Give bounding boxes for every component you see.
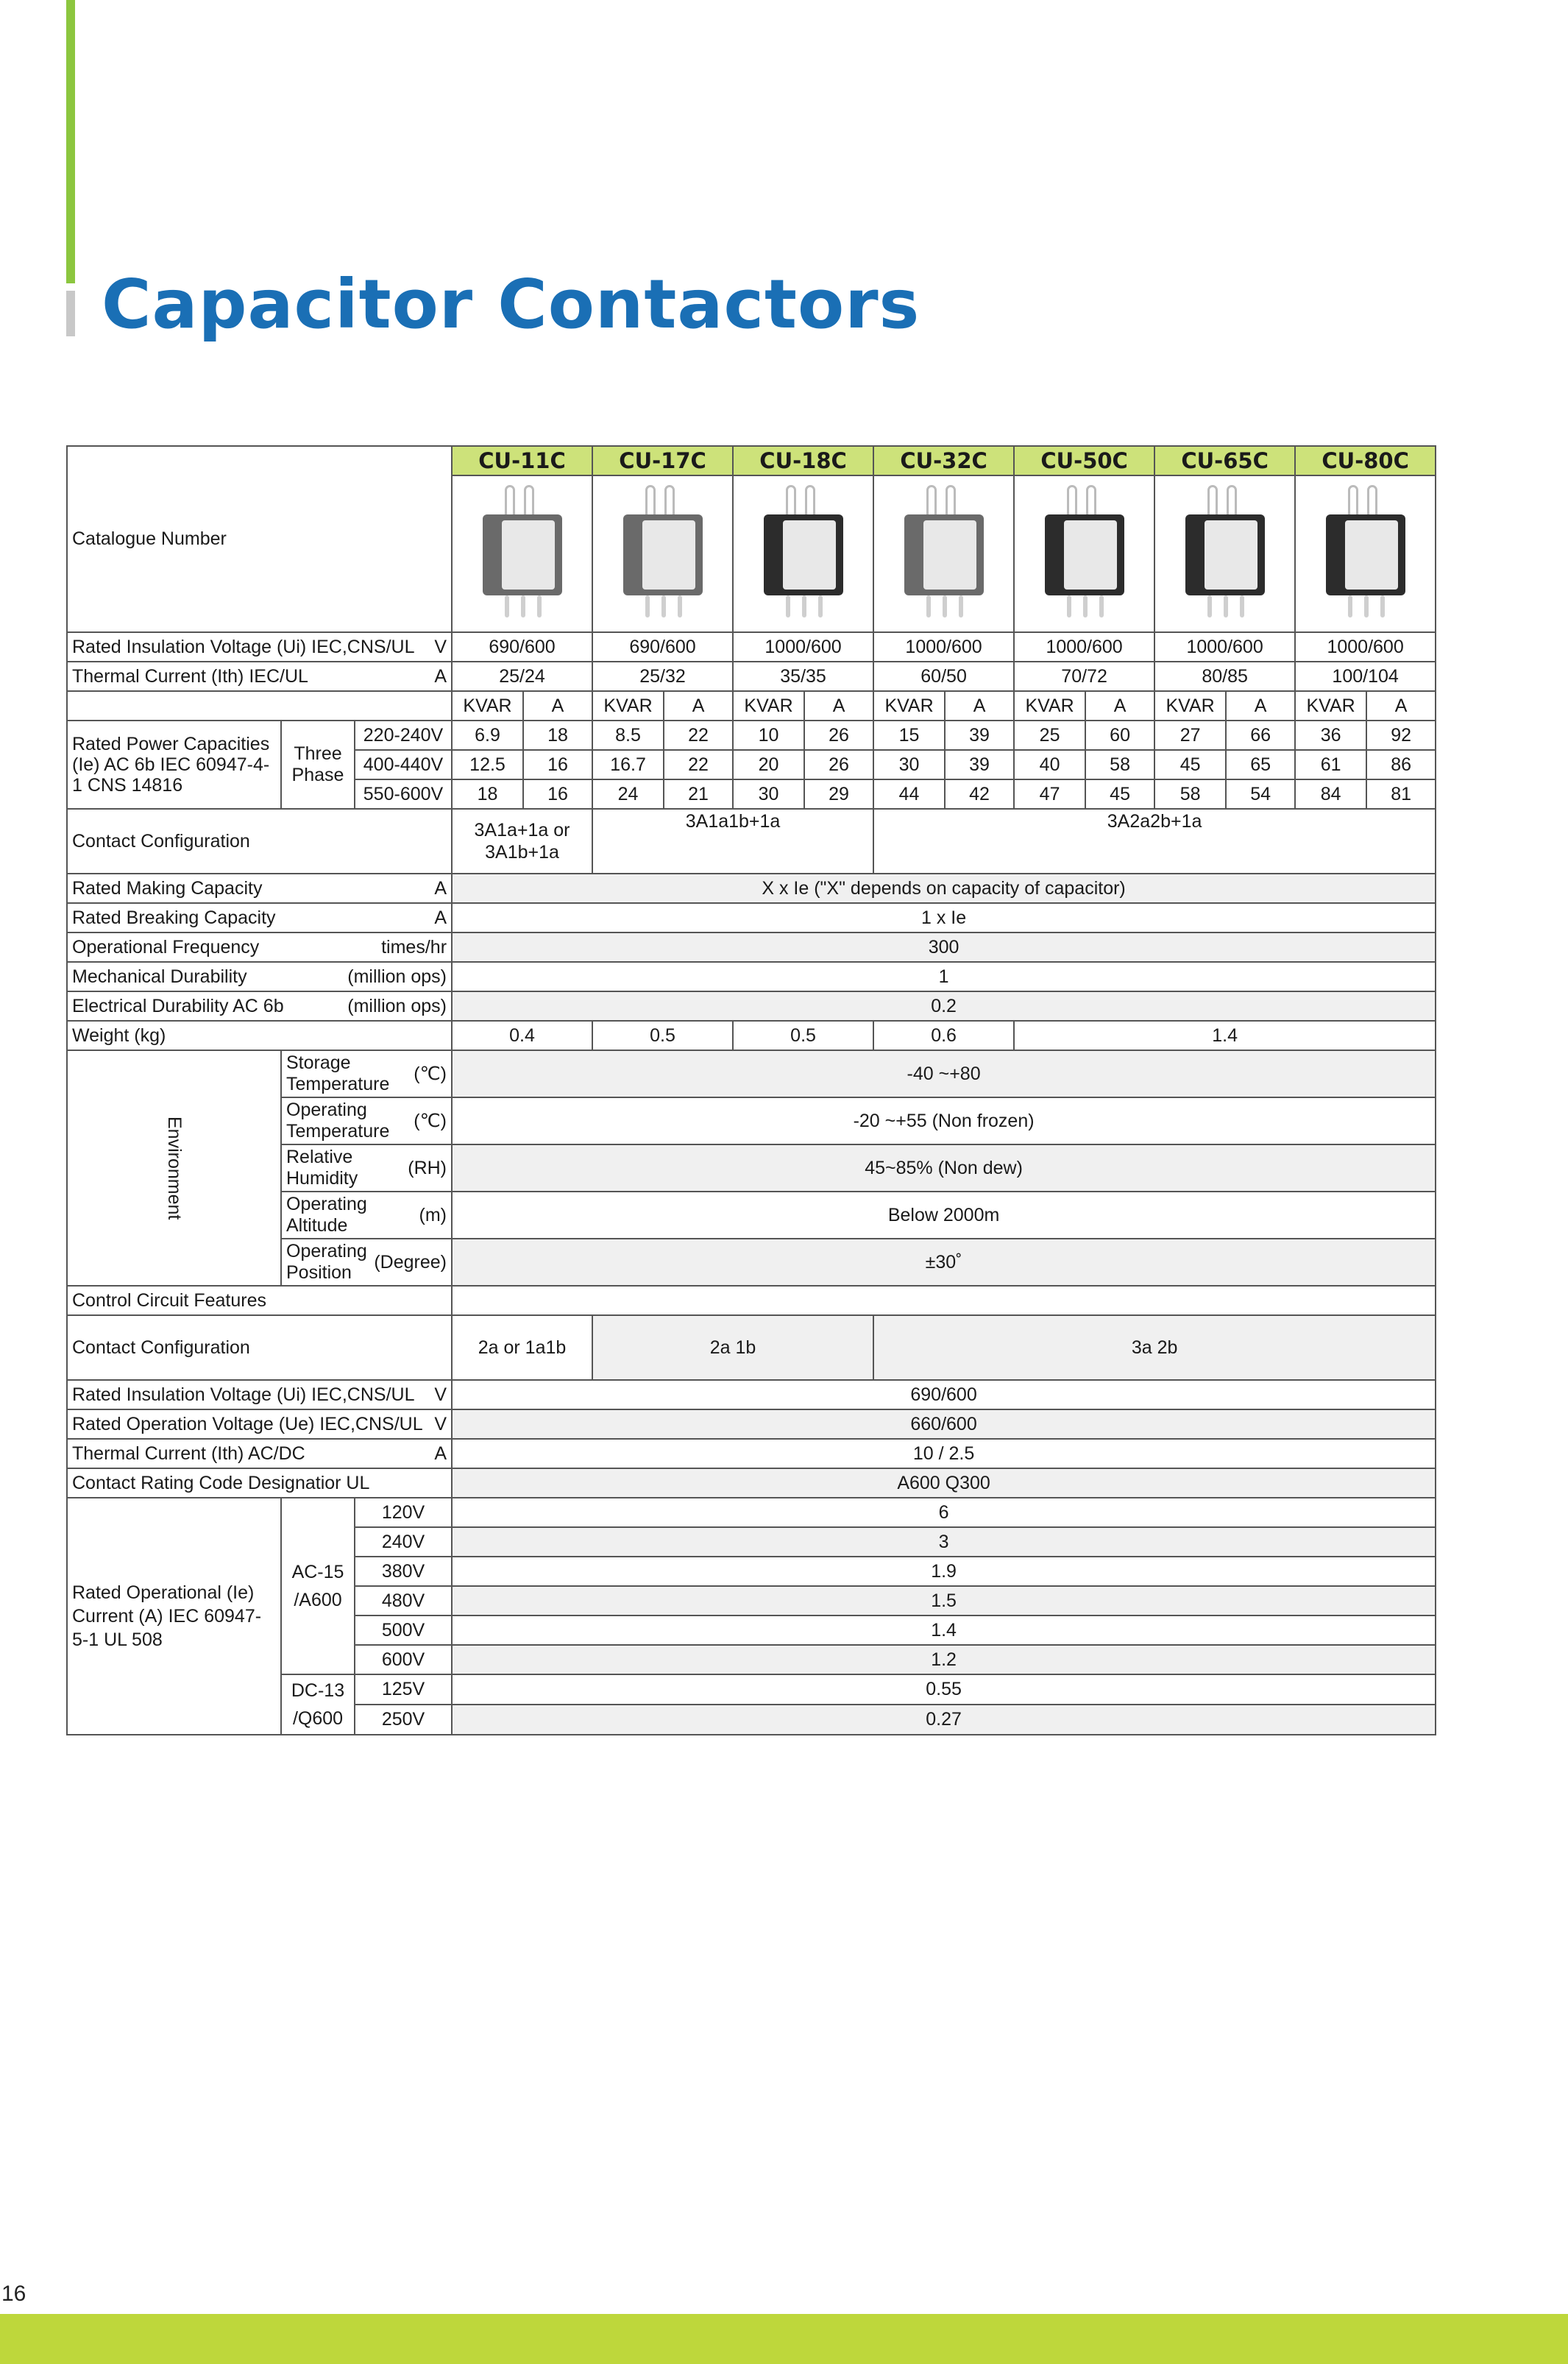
value-cell: Below 2000m bbox=[452, 1192, 1436, 1239]
contactor-image bbox=[1178, 478, 1272, 625]
product-image bbox=[1295, 475, 1436, 632]
weight-row bbox=[67, 1021, 1436, 1050]
kvar-header: KVAR bbox=[873, 691, 945, 721]
value-cell: 0.4 bbox=[452, 1021, 592, 1050]
value-cell: 44 bbox=[873, 779, 945, 809]
env-label-cell bbox=[281, 1050, 452, 1097]
value-cell: 30 bbox=[733, 779, 804, 809]
value-cell: 660/600 bbox=[452, 1409, 1436, 1439]
value-cell: 47 bbox=[1014, 779, 1085, 809]
value-cell: 1.5 bbox=[452, 1586, 1436, 1615]
row-label: Rated Insulation Voltage (Ui) IEC,CNS/UL bbox=[72, 636, 415, 657]
row-unit: A bbox=[434, 665, 447, 687]
row-unit: (℃) bbox=[414, 1064, 447, 1084]
voltage-cell: 240V bbox=[355, 1527, 452, 1557]
insulation-row bbox=[67, 632, 1436, 662]
ctrl-operation-row bbox=[67, 1409, 1436, 1439]
row-unit: V bbox=[434, 1384, 447, 1405]
weight-label: Weight (kg) bbox=[67, 1021, 452, 1050]
mech-label-cell bbox=[67, 962, 452, 991]
row-unit: times/hr bbox=[381, 936, 447, 958]
value-cell: 0.27 bbox=[452, 1705, 1436, 1735]
value-cell: 45 bbox=[1085, 779, 1154, 809]
row-label: Operational Frequency bbox=[72, 936, 260, 958]
value-cell: 26 bbox=[804, 750, 873, 779]
value-cell: 54 bbox=[1226, 779, 1295, 809]
value-cell: 65 bbox=[1226, 750, 1295, 779]
value-cell: 39 bbox=[945, 750, 1014, 779]
value-cell: 45 bbox=[1154, 750, 1226, 779]
product-name: CU-11C bbox=[452, 446, 592, 475]
value-cell: 6.9 bbox=[452, 721, 523, 750]
contact-config-row bbox=[67, 809, 1436, 874]
product-name: CU-50C bbox=[1014, 446, 1154, 475]
product-image bbox=[873, 475, 1014, 632]
value-cell: -20 ~+55 (Non frozen) bbox=[452, 1097, 1436, 1144]
value-cell: 25 bbox=[1014, 721, 1085, 750]
value-cell: 36 bbox=[1295, 721, 1366, 750]
voltage-cell: 600V bbox=[355, 1645, 452, 1674]
amp-header: A bbox=[945, 691, 1014, 721]
op-freq-row bbox=[67, 932, 1436, 962]
value-cell: 58 bbox=[1154, 779, 1226, 809]
voltage-cell: 380V bbox=[355, 1557, 452, 1586]
value-cell: 70/72 bbox=[1014, 662, 1154, 691]
value-cell: 3A1a+1a or 3A1b+1a bbox=[452, 809, 592, 874]
value-cell: 3a 2b bbox=[873, 1315, 1436, 1380]
value-cell: 300 bbox=[452, 932, 1436, 962]
voltage-cell: 480V bbox=[355, 1586, 452, 1615]
value-cell: 21 bbox=[664, 779, 733, 809]
row-label: Storage Temperature bbox=[286, 1052, 390, 1094]
value-cell: 2a or 1a1b bbox=[452, 1315, 592, 1380]
ctrl-thermal-row bbox=[67, 1439, 1436, 1468]
value-cell: 1000/600 bbox=[873, 632, 1014, 662]
empty-cell bbox=[67, 691, 452, 721]
catalogue-number-label: Catalogue Number bbox=[67, 446, 452, 632]
value-cell: 18 bbox=[523, 721, 592, 750]
value-cell: 29 bbox=[804, 779, 873, 809]
row-unit: A bbox=[434, 907, 447, 928]
control-label: Control Circuit Features bbox=[67, 1286, 452, 1315]
value-cell: 86 bbox=[1366, 750, 1436, 779]
page-title: Capacitor Contactors bbox=[102, 265, 920, 344]
row-label: Electrical Durability AC 6b bbox=[72, 995, 284, 1016]
value-cell: X x Ie ("X" depends on capacity of capacitor) bbox=[452, 874, 1436, 903]
elec-row bbox=[67, 991, 1436, 1021]
footer-bar bbox=[0, 2314, 1568, 2364]
product-header-row bbox=[67, 446, 1436, 475]
row-unit: (℃) bbox=[414, 1111, 447, 1131]
rated-power-label: Rated Power Capacities (Ie) AC 6b IEC 60947-4-1 CNS 14816 bbox=[67, 721, 281, 809]
value-cell: 16.7 bbox=[592, 750, 664, 779]
product-image bbox=[1014, 475, 1154, 632]
value-cell: 10 / 2.5 bbox=[452, 1439, 1436, 1468]
row-label: Rated Breaking Capacity bbox=[72, 907, 276, 928]
row-unit: (million ops) bbox=[347, 966, 447, 987]
value-cell: 690/600 bbox=[592, 632, 733, 662]
value-cell: 60 bbox=[1085, 721, 1154, 750]
product-image bbox=[592, 475, 733, 632]
insulation-label-cell bbox=[67, 632, 452, 662]
value-cell: 16 bbox=[523, 779, 592, 809]
value-cell: 20 bbox=[733, 750, 804, 779]
env-label-cell bbox=[281, 1192, 452, 1239]
value-cell: 25/32 bbox=[592, 662, 733, 691]
row-label: Rated Making Capacity bbox=[72, 877, 263, 899]
value-cell: 27 bbox=[1154, 721, 1226, 750]
value-cell: 80/85 bbox=[1154, 662, 1295, 691]
value-cell: 16 bbox=[523, 750, 592, 779]
power-row bbox=[67, 721, 1436, 750]
row-label: Rated Insulation Voltage (Ui) IEC,CNS/UL bbox=[72, 1384, 415, 1405]
value-cell: ±30˚ bbox=[452, 1239, 1436, 1286]
value-cell: 3 bbox=[452, 1527, 1436, 1557]
value-cell: 58 bbox=[1085, 750, 1154, 779]
ctrl-operation-label-cell bbox=[67, 1409, 452, 1439]
value-cell: 690/600 bbox=[452, 1380, 1436, 1409]
product-image bbox=[733, 475, 873, 632]
value-cell: 15 bbox=[873, 721, 945, 750]
amp-header: A bbox=[523, 691, 592, 721]
amp-header: A bbox=[1085, 691, 1154, 721]
three-phase-label: Three Phase bbox=[281, 721, 355, 809]
breaking-label-cell bbox=[67, 903, 452, 932]
row-unit: V bbox=[434, 636, 447, 657]
ctrl-insulation-label-cell bbox=[67, 1380, 452, 1409]
row-label: Operating Altitude bbox=[286, 1194, 367, 1236]
accent-bar bbox=[66, 0, 75, 283]
value-cell: 1000/600 bbox=[1014, 632, 1154, 662]
kvar-header: KVAR bbox=[733, 691, 804, 721]
value-cell: 8.5 bbox=[592, 721, 664, 750]
product-name: CU-17C bbox=[592, 446, 733, 475]
value-cell: 25/24 bbox=[452, 662, 592, 691]
breaking-row bbox=[67, 903, 1436, 932]
environment-row bbox=[67, 1050, 1436, 1097]
product-image bbox=[1154, 475, 1295, 632]
value-cell: 92 bbox=[1366, 721, 1436, 750]
empty-cell bbox=[452, 1286, 1436, 1315]
value-cell: 18 bbox=[452, 779, 523, 809]
env-label-cell bbox=[281, 1239, 452, 1286]
value-cell: 3A1a1b+1a bbox=[592, 809, 873, 874]
kvar-header: KVAR bbox=[1154, 691, 1226, 721]
voltage-cell: 125V bbox=[355, 1674, 452, 1705]
value-cell: 1000/600 bbox=[733, 632, 873, 662]
thermal-label-cell bbox=[67, 662, 452, 691]
value-cell: 81 bbox=[1366, 779, 1436, 809]
ac15-label: AC-15 /A600 bbox=[281, 1498, 355, 1674]
value-cell: 1.4 bbox=[452, 1615, 1436, 1645]
mech-row bbox=[67, 962, 1436, 991]
row-label: Rated Operation Voltage (Ue) IEC,CNS/UL bbox=[72, 1413, 423, 1434]
row-unit: (RH) bbox=[408, 1157, 447, 1178]
amp-header: A bbox=[664, 691, 733, 721]
op-freq-label-cell bbox=[67, 932, 452, 962]
row-unit: (million ops) bbox=[347, 995, 447, 1016]
voltage-cell: 550-600V bbox=[355, 779, 452, 809]
amp-header: A bbox=[804, 691, 873, 721]
env-label-cell bbox=[281, 1144, 452, 1192]
kvar-header: KVAR bbox=[1014, 691, 1085, 721]
row-label: Thermal Current (Ith) IEC/UL bbox=[72, 665, 308, 687]
ctrl-thermal-label-cell bbox=[67, 1439, 452, 1468]
row-unit: A bbox=[434, 877, 447, 899]
amp-header: A bbox=[1226, 691, 1295, 721]
value-cell: 24 bbox=[592, 779, 664, 809]
contactor-image bbox=[756, 478, 851, 625]
value-cell: 10 bbox=[733, 721, 804, 750]
value-cell: 0.6 bbox=[873, 1021, 1014, 1050]
contactor-image bbox=[1037, 478, 1132, 625]
voltage-cell: 250V bbox=[355, 1705, 452, 1735]
row-unit: A bbox=[434, 1443, 447, 1464]
value-cell: 30 bbox=[873, 750, 945, 779]
value-cell: 12.5 bbox=[452, 750, 523, 779]
row-unit: (Degree) bbox=[374, 1251, 447, 1273]
row-label: Operating Temperature bbox=[286, 1100, 390, 1142]
value-cell: 42 bbox=[945, 779, 1014, 809]
value-cell: 1000/600 bbox=[1295, 632, 1436, 662]
voltage-cell: 400-440V bbox=[355, 750, 452, 779]
dc13-label: DC-13 /Q600 bbox=[281, 1674, 355, 1735]
value-cell: 1 x Ie bbox=[452, 903, 1436, 932]
product-name: CU-32C bbox=[873, 446, 1014, 475]
kvar-header: KVAR bbox=[592, 691, 664, 721]
row-label: Operating Position bbox=[286, 1241, 367, 1283]
value-cell: 45~85% (Non dew) bbox=[452, 1144, 1436, 1192]
value-cell: 1.2 bbox=[452, 1645, 1436, 1674]
ctrl-contact-label: Contact Configuration bbox=[67, 1315, 452, 1380]
value-cell: 0.2 bbox=[452, 991, 1436, 1021]
voltage-cell: 220-240V bbox=[355, 721, 452, 750]
control-header-row bbox=[67, 1286, 1436, 1315]
value-cell: 1.4 bbox=[1014, 1021, 1436, 1050]
value-cell: 3A2a2b+1a bbox=[873, 809, 1436, 874]
kvar-header-row bbox=[67, 691, 1436, 721]
value-cell: 35/35 bbox=[733, 662, 873, 691]
value-cell: 84 bbox=[1295, 779, 1366, 809]
value-cell: 0.5 bbox=[592, 1021, 733, 1050]
kvar-header: KVAR bbox=[452, 691, 523, 721]
product-name: CU-65C bbox=[1154, 446, 1295, 475]
value-cell: 1 bbox=[452, 962, 1436, 991]
contact-config-label: Contact Configuration bbox=[67, 809, 452, 874]
value-cell: 2a 1b bbox=[592, 1315, 873, 1380]
environment-label: Environment bbox=[67, 1050, 281, 1286]
ac15-row bbox=[67, 1498, 1436, 1527]
value-cell: 0.55 bbox=[452, 1674, 1436, 1705]
value-cell: 690/600 bbox=[452, 632, 592, 662]
value-cell: 60/50 bbox=[873, 662, 1014, 691]
contactor-image bbox=[616, 478, 710, 625]
making-row bbox=[67, 874, 1436, 903]
page-number: 16 bbox=[1, 2282, 26, 2306]
amp-header: A bbox=[1366, 691, 1436, 721]
kvar-header: KVAR bbox=[1295, 691, 1366, 721]
contactor-image bbox=[475, 478, 570, 625]
contactor-image bbox=[897, 478, 991, 625]
product-name: CU-80C bbox=[1295, 446, 1436, 475]
ctrl-insulation-row bbox=[67, 1380, 1436, 1409]
making-label-cell bbox=[67, 874, 452, 903]
contactor-image bbox=[1319, 478, 1413, 625]
value-cell: 66 bbox=[1226, 721, 1295, 750]
voltage-cell: 500V bbox=[355, 1615, 452, 1645]
thermal-row bbox=[67, 662, 1436, 691]
value-cell: 22 bbox=[664, 721, 733, 750]
row-unit: (m) bbox=[419, 1204, 447, 1225]
value-cell: A600 Q300 bbox=[452, 1468, 1436, 1498]
product-name: CU-18C bbox=[733, 446, 873, 475]
title-marker bbox=[66, 291, 75, 336]
value-cell: 61 bbox=[1295, 750, 1366, 779]
value-cell: 22 bbox=[664, 750, 733, 779]
elec-label-cell bbox=[67, 991, 452, 1021]
value-cell: 39 bbox=[945, 721, 1014, 750]
voltage-cell: 120V bbox=[355, 1498, 452, 1527]
ctrl-rating-label: Contact Rating Code Designatior UL bbox=[67, 1468, 452, 1498]
rated-operational-label: Rated Operational (Ie) Current (A) IEC 60947-5-1 UL 508 bbox=[67, 1498, 281, 1735]
spec-table bbox=[66, 445, 1436, 1735]
ctrl-contact-row bbox=[67, 1315, 1436, 1380]
value-cell: 1000/600 bbox=[1154, 632, 1295, 662]
value-cell: -40 ~+80 bbox=[452, 1050, 1436, 1097]
product-image bbox=[452, 475, 592, 632]
row-label: Relative Humidity bbox=[286, 1147, 358, 1189]
value-cell: 26 bbox=[804, 721, 873, 750]
value-cell: 40 bbox=[1014, 750, 1085, 779]
row-label: Mechanical Durability bbox=[72, 966, 247, 987]
value-cell: 0.5 bbox=[733, 1021, 873, 1050]
value-cell: 100/104 bbox=[1295, 662, 1436, 691]
ctrl-rating-row bbox=[67, 1468, 1436, 1498]
row-unit: V bbox=[434, 1413, 447, 1434]
env-label-cell bbox=[281, 1097, 452, 1144]
value-cell: 6 bbox=[452, 1498, 1436, 1527]
row-label: Thermal Current (Ith) AC/DC bbox=[72, 1443, 305, 1464]
value-cell: 1.9 bbox=[452, 1557, 1436, 1586]
